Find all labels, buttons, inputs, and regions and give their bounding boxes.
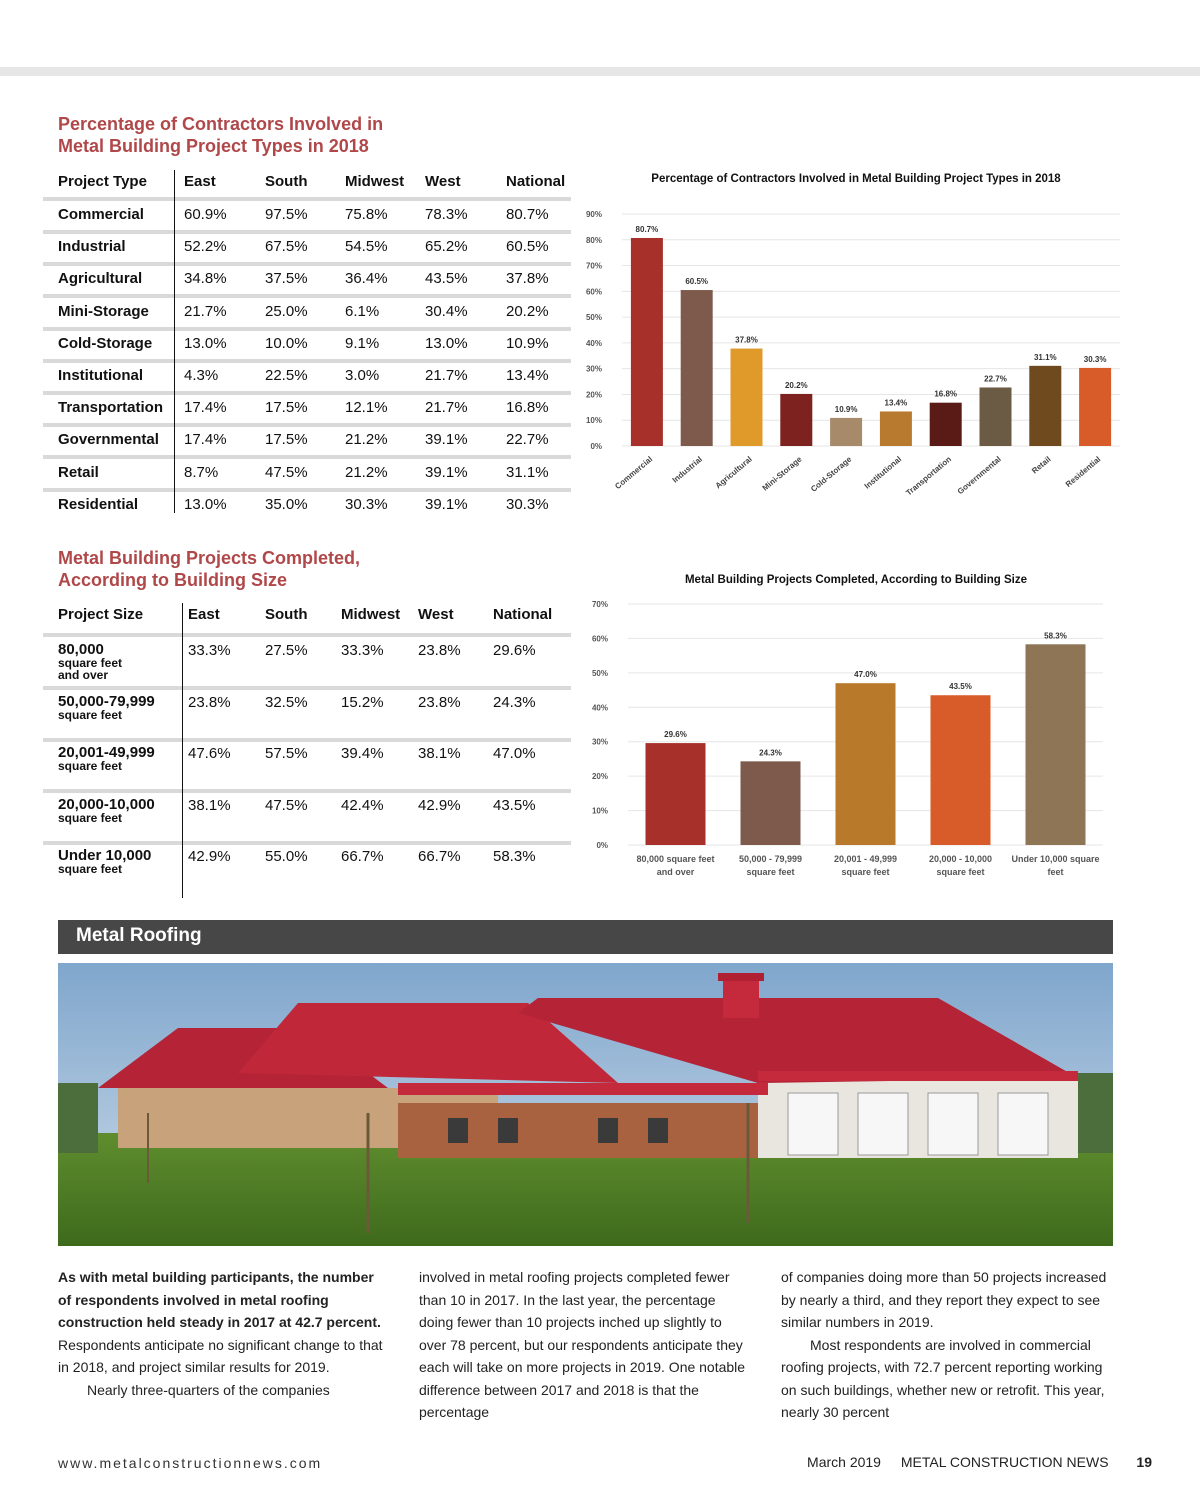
x-tick-label: square feet: [841, 867, 890, 877]
x-tick-label: 80,000 square feet: [636, 854, 715, 864]
table1-row-name: Transportation: [58, 399, 164, 417]
table1-header-3: Midwest: [345, 173, 405, 190]
table2-cell: 32.5%: [265, 693, 308, 711]
x-tick-label: Cold-Storage: [809, 454, 854, 494]
table1-row-name: Residential: [58, 495, 139, 513]
table2-header-1: East: [188, 606, 220, 623]
table1-cell: 13.0%: [425, 334, 468, 352]
table1-cell: 20.2%: [506, 302, 549, 320]
table2-cell: 58.3%: [493, 848, 536, 865]
table1-cell: 10.9%: [506, 334, 549, 352]
table2-size-unit: square feet: [58, 656, 123, 670]
table1-cell: 13.0%: [184, 334, 227, 352]
table2-rule: [43, 738, 571, 742]
bar: [830, 418, 862, 446]
table2-cell: 23.8%: [418, 693, 461, 711]
x-tick-label: Mini-Storage: [760, 454, 804, 493]
y-tick-label: 90%: [585, 210, 602, 219]
table2-header-3: Midwest: [341, 606, 401, 623]
table2-cell: 47.0%: [493, 745, 536, 762]
bar: [1026, 644, 1086, 845]
y-tick-label: 20%: [585, 390, 602, 400]
table1-cell: 8.7%: [184, 463, 219, 481]
y-tick-label: 10%: [585, 416, 602, 426]
table2-cell: 66.7%: [341, 848, 384, 865]
y-tick-label: 60%: [585, 287, 602, 297]
y-tick-label: 50%: [585, 313, 602, 323]
table2-cell: 42.9%: [418, 796, 461, 814]
fire-station-photo: [58, 963, 1113, 1246]
table1-cell: 47.5%: [265, 463, 308, 481]
table1-cell: 22.7%: [506, 431, 549, 449]
table1-cell: 13.0%: [184, 495, 227, 513]
project-size-chart: [590, 568, 1135, 888]
table2-header-2: South: [265, 606, 308, 623]
table1-rule: [43, 230, 571, 234]
table2-cell: 27.5%: [265, 642, 308, 659]
table1-rule: [43, 197, 571, 201]
table1-header-5: National: [506, 173, 566, 190]
y-tick-label: 50%: [591, 668, 608, 678]
footer-publication: METAL CONSTRUCTION NEWS: [900, 1454, 1109, 1470]
table1-cell: 21.2%: [345, 431, 388, 449]
table2-cell: 43.5%: [493, 796, 536, 814]
y-tick-label: 10%: [591, 806, 608, 816]
table1-rule: [43, 327, 571, 331]
article-col3-p2: Most respondents are involved in commercial roofing projects, with 72.7 percent reporting working on such buildings, whether new or retrofit. This year, nearly 30 percent: [781, 1336, 1105, 1420]
table2-row-name: [58, 694, 155, 721]
x-tick-label: Governmental: [955, 454, 1003, 497]
table1-cell: 67.5%: [265, 238, 308, 256]
table1-rule: [43, 391, 571, 395]
table2-divider: [182, 603, 183, 898]
x-tick-label: 20,001 - 49,999: [833, 854, 898, 864]
y-tick-label: 40%: [585, 338, 602, 348]
table1-rule: [43, 423, 571, 427]
data-label: 29.6%: [664, 730, 687, 740]
project-types-chart: [585, 165, 1135, 510]
table2-header-5: National: [493, 606, 553, 623]
table2-cell: 38.1%: [418, 745, 461, 762]
section-banner: [58, 920, 1113, 954]
y-tick-label: 20%: [591, 772, 608, 782]
bar: [836, 683, 896, 845]
table2-row-name: [58, 642, 122, 681]
x-tick-label: feet: [1047, 867, 1064, 877]
table1-cell: 43.5%: [425, 270, 468, 288]
table2-rule: [43, 841, 571, 845]
table1-cell: 75.8%: [345, 206, 388, 223]
table1-cell: 52.2%: [184, 238, 227, 256]
table1-row-name: Industrial: [58, 238, 126, 256]
table1-cell: 21.7%: [425, 399, 468, 417]
y-tick-label: 0%: [596, 841, 608, 850]
bar: [780, 394, 812, 446]
table1-header-1: East: [184, 173, 216, 190]
table1-cell: 17.5%: [265, 431, 308, 449]
footer-url: www.metalconstructionnews.com: [58, 1455, 323, 1471]
table1-cell: 39.1%: [425, 431, 468, 449]
table1-cell: 30.3%: [506, 495, 549, 513]
table2-row-name: [58, 745, 155, 772]
table2-row-name: [58, 848, 151, 875]
table1-cell: 37.8%: [506, 270, 549, 288]
table2-size-unit: square feet: [58, 759, 123, 773]
table1-cell: 31.1%: [506, 463, 549, 481]
table2-size-label: 20,000-10,000: [58, 795, 155, 813]
table1-cell: 97.5%: [265, 206, 308, 223]
table2-cell: 29.6%: [493, 642, 536, 659]
data-label: 13.4%: [884, 398, 908, 408]
table2-cell: 66.7%: [418, 848, 461, 865]
table1-cell: 80.7%: [506, 206, 549, 223]
y-tick-label: 30%: [591, 737, 608, 747]
table1-cell: 16.8%: [506, 399, 549, 417]
table1-cell: 4.3%: [184, 367, 219, 384]
table2-cell: 33.3%: [341, 642, 384, 659]
table1-cell: 36.4%: [345, 270, 388, 288]
table1-row-name: Mini-Storage: [58, 302, 149, 320]
bar: [980, 387, 1012, 446]
table1-cell: 17.4%: [184, 431, 227, 449]
table1-cell: 17.5%: [265, 399, 308, 417]
table1-cell: 17.4%: [184, 399, 227, 417]
table1-cell: 6.1%: [345, 302, 380, 320]
footer-info: [807, 1454, 1152, 1470]
table1-cell: 39.1%: [425, 463, 468, 481]
table1-cell: 60.9%: [184, 206, 227, 223]
table2-cell: 15.2%: [341, 693, 384, 711]
chart-title: Percentage of Contractors Involved in Metal Building Project Types in 2018: [651, 173, 1061, 185]
table2-cell: 57.5%: [265, 745, 308, 762]
table2-cell: 47.6%: [188, 745, 231, 762]
data-label: 24.3%: [759, 748, 782, 758]
bar: [741, 761, 801, 845]
table1-row-name: Retail: [58, 463, 99, 481]
table1-cell: 60.5%: [506, 238, 549, 256]
y-tick-label: 80%: [585, 235, 602, 245]
x-tick-label: Retail: [1030, 454, 1053, 476]
table1-rule: [43, 455, 571, 459]
table1-cell: 3.0%: [345, 367, 380, 384]
y-tick-label: 70%: [591, 600, 608, 609]
table2-row-name: [58, 797, 155, 824]
footer-date: March 2019: [807, 1454, 881, 1470]
table2-title: Metal Building Projects Completed, According to Building Size: [58, 548, 361, 590]
table1-header-4: West: [425, 173, 461, 190]
bar: [731, 349, 763, 446]
table1-row-name: Agricultural: [58, 270, 143, 288]
table2-size-unit: square feet: [58, 862, 123, 876]
data-label: 30.3%: [1083, 354, 1107, 364]
table2-cell: 42.4%: [341, 796, 384, 814]
table2-cell: 42.9%: [188, 848, 231, 865]
x-tick-label: Institutional: [862, 454, 904, 491]
data-label: 31.1%: [1033, 352, 1057, 362]
article-column-2: [419, 1266, 749, 1424]
x-tick-label: and over: [656, 867, 695, 877]
page-number: 19: [1136, 1454, 1152, 1470]
article-column-3: [781, 1266, 1116, 1424]
bar: [646, 743, 706, 845]
table2-cell: 23.8%: [188, 693, 231, 711]
data-label: 60.5%: [685, 277, 709, 287]
data-label: 20.2%: [784, 380, 808, 390]
table2-size-unit: square feet: [58, 707, 123, 722]
table2-cell: 55.0%: [265, 848, 308, 865]
x-tick-label: Commercial: [613, 454, 655, 491]
table1-title: Percentage of Contractors Involved in Metal Building Project Types in 2018: [58, 114, 384, 156]
x-tick-label: Agricultural: [713, 454, 754, 491]
table1-header-2: South: [265, 173, 308, 190]
table1-cell: 9.1%: [345, 334, 380, 352]
y-tick-label: 60%: [591, 634, 608, 644]
table1-cell: 65.2%: [425, 238, 468, 256]
article-col2-text: involved in metal roofing projects completed fewer than 10 in 2017. In the last year, the percentage doing fewer than 10 projects inched up slightly to over 78 percent, but our respondents anticipate they each will take on more projects in 2019. One notable difference between 2017 and 2018 is that the percentage: [419, 1269, 746, 1420]
x-tick-label: 20,000 - 10,000: [928, 854, 993, 864]
table1-cell: 30.4%: [425, 302, 468, 320]
table1-cell: 37.5%: [265, 270, 308, 288]
data-label: 80.7%: [635, 224, 659, 234]
project-size-table: [43, 603, 571, 898]
table1-rule: [43, 359, 571, 363]
table2-rule: [43, 789, 571, 793]
y-tick-label: 40%: [591, 703, 608, 713]
table1-cell: 21.7%: [425, 367, 468, 384]
table1-cell: 78.3%: [425, 206, 468, 223]
table1-cell: 12.1%: [345, 399, 388, 417]
article-lead: As with metal building participants, the number of respondents involved in metal roofing construction held steady in 2017 at 42.7 percent.: [58, 1269, 381, 1330]
table2-rule: [43, 686, 571, 690]
data-label: 58.3%: [1044, 631, 1067, 641]
table1-cell: 54.5%: [345, 238, 388, 256]
table1-cell: 35.0%: [265, 495, 308, 513]
article-column-1: [58, 1266, 388, 1401]
bar: [1079, 368, 1111, 446]
table1-rule: [43, 262, 571, 266]
x-tick-label: Under 10,000 square: [1011, 854, 1100, 864]
table2-size-label: 20,001-49,999: [58, 744, 155, 761]
data-label: 10.9%: [834, 404, 858, 414]
x-tick-label: square feet: [936, 867, 985, 877]
table2-size-unit: square feet: [58, 810, 123, 825]
table2-size-extra: and over: [58, 668, 109, 682]
table2-cell: 33.3%: [188, 642, 231, 659]
table2-header-4: West: [418, 606, 454, 623]
table2-header-0: Project Size: [58, 606, 144, 623]
chart-title: Metal Building Projects Completed, According to Building Size: [684, 574, 1028, 586]
section-banner-title: Metal Roofing: [76, 925, 202, 946]
table1-divider: [174, 170, 175, 513]
table1-row-name: Governmental: [58, 431, 159, 449]
table2-size-label: Under 10,000: [58, 847, 152, 864]
table1-row-name: Commercial: [58, 206, 144, 223]
table1-cell: 34.8%: [184, 270, 227, 288]
table2-cell: 39.4%: [341, 745, 384, 762]
bar: [1029, 366, 1061, 446]
y-tick-label: 30%: [585, 364, 602, 374]
bar: [681, 290, 713, 446]
table1-row-name: Institutional: [58, 367, 143, 384]
table1-cell: 39.1%: [425, 495, 468, 513]
project-types-table: [43, 170, 571, 515]
bar: [930, 403, 962, 446]
bar: [931, 695, 991, 845]
table1-rule: [43, 488, 571, 492]
x-tick-label: Industrial: [670, 454, 704, 485]
table2-size-label: 80,000: [58, 641, 104, 658]
table1-rule: [43, 294, 571, 298]
table1-cell: 10.0%: [265, 334, 308, 352]
data-label: 22.7%: [984, 374, 1007, 384]
bar: [631, 238, 663, 446]
table1-cell: 22.5%: [265, 367, 308, 384]
table1-cell: 21.7%: [184, 302, 227, 320]
table2-rule: [43, 633, 571, 637]
table1-cell: 13.4%: [506, 367, 549, 384]
table1-row-name: Cold-Storage: [58, 334, 153, 352]
bar: [880, 411, 912, 446]
x-tick-label: square feet: [746, 867, 795, 877]
x-tick-label: Residential: [1063, 454, 1103, 489]
x-tick-label: 50,000 - 79,999: [738, 854, 803, 864]
article-col3-p1: of companies doing more than 50 projects increased by nearly a third, and they report they expect to see similar numbers in 2019.: [781, 1269, 1107, 1330]
table1-cell: 25.0%: [265, 302, 308, 320]
data-label: 16.8%: [934, 389, 958, 399]
table2-cell: 23.8%: [418, 642, 461, 659]
data-label: 47.0%: [854, 670, 877, 680]
y-tick-label: 70%: [585, 261, 602, 271]
x-tick-label: Transportation: [904, 454, 953, 498]
article-col1-p2: Nearly three-quarters of the companies: [87, 1381, 330, 1398]
top-bar: [0, 67, 1200, 76]
table2-cell: 24.3%: [493, 693, 536, 711]
table1-cell: 21.2%: [345, 463, 388, 481]
table2-cell: 38.1%: [188, 796, 231, 814]
data-label: 37.8%: [735, 335, 758, 345]
table1-header-0: Project Type: [58, 173, 147, 190]
y-tick-label: 0%: [590, 442, 602, 451]
data-label: 43.5%: [949, 682, 972, 692]
article-col1-text: Respondents anticipate no significant change to that in 2018, and project similar results for 2019.: [58, 1336, 383, 1375]
table2-cell: 47.5%: [265, 796, 308, 814]
table1-cell: 30.3%: [345, 495, 388, 513]
table2-size-label: 50,000-79,999: [58, 692, 155, 710]
